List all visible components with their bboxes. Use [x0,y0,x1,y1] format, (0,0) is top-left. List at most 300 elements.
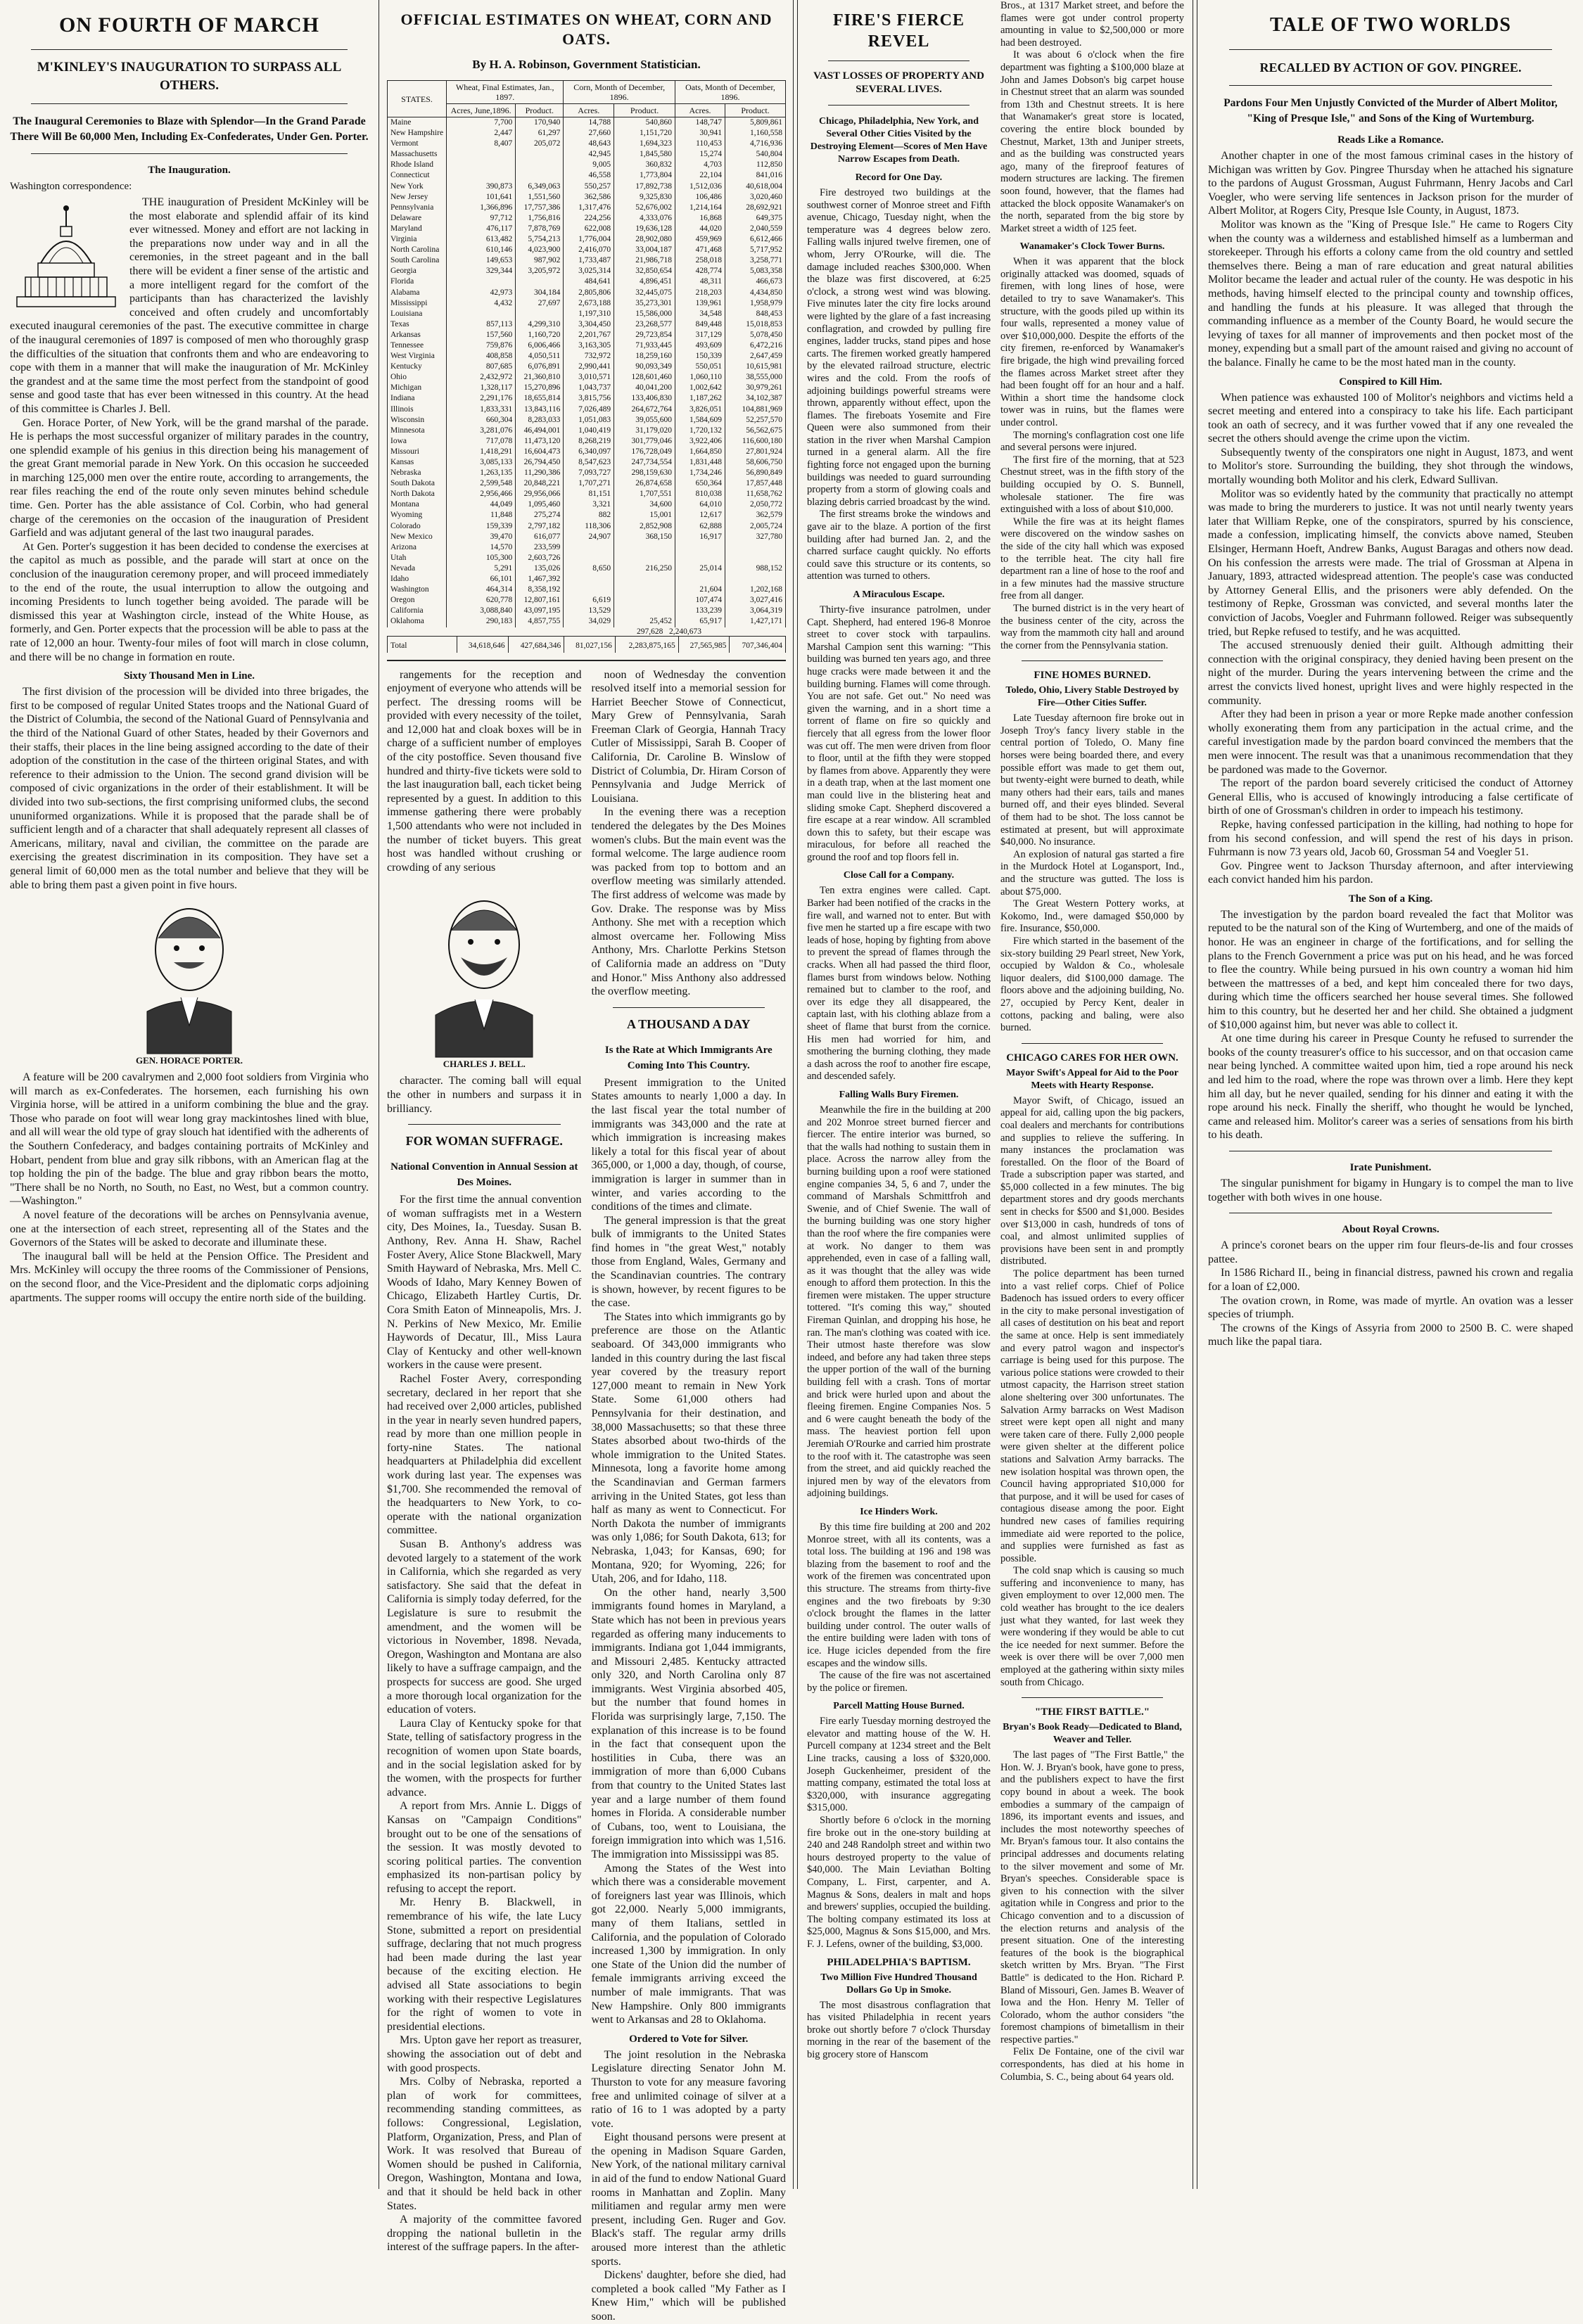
table-cell: 466,673 [725,276,786,287]
table-cell: 9,325,830 [614,192,675,203]
table-cell [516,276,564,287]
table-cell: 3,258,771 [725,255,786,266]
table-cell: 65,917 [675,616,725,627]
table-cell: 317,129 [675,330,725,340]
divider [613,1007,765,1008]
state-name-cell: Nevada [388,563,447,574]
article-paragraph: Late Tuesday afternoon fire broke out in Joseph Troy's fancy livery stable in the central portion of Toledo, O. Many fine horses were being boarded there, and every possible effort was made to get them out, but twenty-eight were burned to death, while many others had their ears, tails and manes burned off, and their eyes blinded. Several of them had to be shot. The loss cannot be estimated at present, but will approximate $40,000. No insurance. [1000,713,1184,848]
article-paragraph: Mrs. Upton gave her report as treasurer, showing the association out of debt and with good prospects. [387,2034,582,2074]
table-subheader: Acres. [564,104,614,117]
table-cell: 19,636,128 [614,224,675,234]
state-name-cell: North Carolina [388,245,447,255]
table-cell: 15,274 [675,149,725,160]
table-cell: 6,349,063 [516,181,564,192]
table-cell: 882 [564,510,614,521]
article-paragraph: The inaugural ball will be held at the Pension Office. The President and Mrs. McKinley will occupy the three rooms of the Commissioner of Pensions, on the second floor, and the Vice-President and the diplomatic corps adjoining apartments. The supper rooms will occupy the entire north side of the building. [10,1250,369,1304]
table-cell: 9,005 [564,160,614,170]
table-cell: 2,432,972 [447,372,516,383]
table-row [388,192,786,203]
table-cell: 48,643 [564,139,614,149]
table-cell: 157,560 [447,330,516,340]
state-name-cell: Missouri [388,447,447,457]
table-cell: 649,375 [725,213,786,224]
headline-tale-of-two-worlds: TALE OF TWO WORLDS [1270,14,1511,36]
table-cell: 118,306 [564,521,614,532]
table-cell [725,574,786,585]
table-cell: 52,257,570 [725,415,786,426]
table-cell: 15,018,853 [725,319,786,330]
table-cell: 25,452 [614,616,675,627]
article-paragraph: It was about 6 o'clock when the fire department was fighting a $100,000 blaze at John and James Dobson's big carpet house in Chestnut street that an alarm was sounded from 13th and Chestnut streets. It is here that Wanamaker's great store is located, covering the entire block bounded by Chestnut, Market, 13th and Juniper streets, and as the building was constructed years ago, many of the fireproof features of modern structures are lacking. The firemen soon found, however, that the flames had attacked the block opposite Wanamaker's on the north, separated from the big store by Market street a width of 125 feet. [1000,49,1184,234]
table-cell: 46,558 [564,170,614,181]
article-paragraph: Gen. Horace Porter, of New York, will be the grand marshal of the parade. He is perhaps the most successful organizer of military parades in the country, one splendid example of his genius in this direction being his management of the great Grant memorial parade in New York. On this occasion he succeeded in marching 125,000 men over the entire route, according to arrangements, the rear files reaching the end of the route only seven minutes behind schedule time. Gen. Porter has the able assistance of Col. Corbin, who had general charge of the ceremonies on the occasion of the inauguration of President Garfield and was adjutant general of the last two inaugural parades. [10,416,369,540]
deck-fire: VAST LOSSES OF PROPERTY AND SEVERAL LIVES. [813,70,984,95]
table-row [388,330,786,340]
table-cell: 26,794,450 [516,457,564,468]
article-paragraph: After they had been in prison a year or more Repke made another confession wholly exonerating them from any participation in the actual crime, and the careful investigation made by the pardon board convinced the members that the men were innocent. The result was that a unanimous recommendation that they be pardoned was made to the Governor. [1208,708,1573,776]
state-name-cell: West Virginia [388,351,447,362]
table-cell: 34,600 [614,499,675,510]
table-cell [447,149,516,160]
table-row [388,117,786,129]
table-cell: 5,717,952 [725,245,786,255]
table-cell: 38,555,000 [725,372,786,383]
table-cell: 104,881,969 [725,404,786,415]
deck-thousand-a-day: Is the Rate at Which Immigrants Are Coming Into This Country. [604,1044,773,1071]
table-cell: 16,917 [675,532,725,542]
state-name-cell: Wisconsin [388,415,447,426]
table-cell: 133,239 [675,606,725,616]
table-cell: 18,259,160 [614,351,675,362]
article-paragraph: The most disastrous conflagration that has visited Philadelphia in recent years broke out shortly before 7 o'clock Thursday morning in the rear of the basement of the big grocery store of Hanscom [807,1999,991,2060]
table-cell: 40,041,200 [614,383,675,393]
table-cell: 988,152 [725,563,786,574]
column-two-worlds [1198,0,1583,2189]
table-cell: 1,160,720 [516,330,564,340]
table-row [388,393,786,404]
table-row [388,383,786,393]
table-cell: 25,014 [675,563,725,574]
table-cell: 11,473,120 [516,436,564,447]
table-cell: 64,010 [675,499,725,510]
table-cell: 1,366,896 [447,203,516,213]
table-cell: 43,097,195 [516,606,564,616]
table-cell: 2,201,767 [564,330,614,340]
state-name-cell: Indiana [388,393,447,404]
table-row [388,457,786,468]
table-row [388,553,786,563]
table-row [388,149,786,160]
state-name-cell: Iowa [388,436,447,447]
column-fire [799,0,1193,2189]
table-cell: 1,197,310 [564,309,614,319]
subhead-inauguration: The Inauguration. [148,165,231,176]
article-paragraph: The burned district is in the very heart of the business center of the city, across the way from the mammoth city hall and around the corner from the Pennsylvania station. [1000,602,1184,651]
table-cell: 5,078,450 [725,330,786,340]
article-paragraph: The first fire of the morning, that at 523 Chestnut street, was in the fifth story of the building occupied by O. S. Bunnell, wholesale stationer. The fire was extinguished with a loss of about $10,000. [1000,454,1184,516]
table-cell: 258,018 [675,255,725,266]
deck-two-worlds: RECALLED BY ACTION OF GOV. PINGREE. [1259,60,1522,75]
table-cell: 32,850,654 [614,266,675,276]
table-cell: 2,599,548 [447,478,516,489]
table-subheader: Product. [516,104,564,117]
subhead: Falling Walls Bury Firemen. [839,1089,959,1100]
table-cell: 34,618,646 [457,636,509,653]
table-cell: 540,860 [614,117,675,129]
article-paragraph: Thirty-five insurance patrolmen, under Capt. Shepherd, had entered 196-8 Monroe street to cover stock with tarpaulins. Marshal Campion sent this warning: "This building was burned ten years ago, and three huge cracks were made between it and the building burning. Flames will come through. You are not safe. Get out." No need was given the warning, and in a short time a torrent of flame on fire so quickly and fiercely that all egress from the lower floor was cut off. The men were driven from floor to floor, until at the fifth they were stopped by flames from above. Apparently they were in a death trap, when at the last moment one man could live in the blistering heat and sliding smoke Capt. Shepherd discovered a fire escape at a rear window. All scrambled down this to safety, but their escape was miraculous, for before all reached the ground the roof and top floors fell in. [807,604,991,863]
divider [387,660,786,661]
state-name-cell: Oregon [388,595,447,606]
table-cell: 112,850 [725,160,786,170]
table-cell: 848,453 [725,309,786,319]
state-name-cell: Ohio [388,372,447,383]
table-cell: 13,529 [564,606,614,616]
subhead: Record for One Day. [855,172,943,183]
table-row [388,340,786,351]
table-row [388,372,786,383]
article-paragraph: An explosion of natural gas started a fire in the Murdock Hotel at Logansport, Ind., and the structure was gutted. The loss is about $75,000. [1000,848,1184,898]
table-cell: 616,077 [516,532,564,542]
table-cell: 90,093,349 [614,362,675,372]
article-paragraph: The morning's conflagration cost one life and several persons were injured. [1000,429,1184,454]
table-cell: 610,146 [447,245,516,255]
table-cell: 807,685 [447,362,516,372]
state-name-cell: Illinois [388,404,447,415]
table-cell [614,542,675,553]
table-cell: 471,468 [675,245,725,255]
table-cell: 21,604 [675,585,725,595]
table-cell: 27,801,924 [725,447,786,457]
table-cell: 1,845,580 [614,149,675,160]
table-row [388,362,786,372]
table-cell: 1,833,331 [447,404,516,415]
article-paragraph: The States into which immigrants go by preference are those on the Atlantic seaboard. Of 343,000 immigrants who landed in this country during the last fiscal year covered by the treasury report 127,000 meant to remain in New York State. Some 61,000 others had Pennsylvania for their destination, and 38,000 Massachusetts; so that these three States absorbed about two-thirds of the whole immigration to the United States. Minnesota, long a favorite home among the Scandinavian and German farmers arriving in the United States, got less than half as many as went to Connecticut. For North Dakota the number of immigrants was only 1,086; for South Dakota, 613; for Nebraska, 1,043; for Kansas, 690; for Montana, 920; for Wyoming, 226; for Utah, 206, and for Idaho, 118. [591,1310,786,1585]
table-row [388,563,786,574]
table-cell: 29,956,066 [516,489,564,499]
table-row [388,203,786,213]
table-cell: 2,805,806 [564,288,614,298]
estimates-subcolumns [387,668,786,2324]
table-row [388,181,786,192]
state-name-cell: Rhode Island [388,160,447,170]
state-name-cell: South Carolina [388,255,447,266]
state-name-cell: New York [388,181,447,192]
table-cell: 3,010,571 [564,372,614,383]
article-paragraph: The Great Western Pottery works, at Kokomo, Ind., were damaged $50,000 by fire. Insurance, $50,000. [1000,898,1184,935]
column-rule [797,0,798,2189]
table-cell: 3,281,076 [447,426,516,436]
state-name-cell: Washington [388,585,447,595]
table-cell: 28,902,080 [614,234,675,245]
table-cell: 2,040,559 [725,224,786,234]
table-cell: 1,151,720 [614,128,675,139]
table-cell: 32,445,075 [614,288,675,298]
article-paragraph: Another chapter in one of the most famous criminal cases in the history of Michigan was written by Gov. Pingree Thursday when he attached his signature to the pardons of August Grossman, August Fuhrmann, Henry Jacobs and Carl Voegler, who were serving life sentences in Jackson prison for the murder of Albert Molitor, at Rogers City, Presque Isle County, in August, 1873. [1208,150,1573,217]
table-row [388,404,786,415]
subhead: The Son of a King. [1348,893,1433,905]
table-cell: 233,599 [516,542,564,553]
table-cell: 21,986,718 [614,255,675,266]
dateline: Washington correspondence: [10,181,132,192]
table-cell: 3,020,460 [725,192,786,203]
table-cell: 52,676,002 [614,203,675,213]
deck-inauguration: M'KINLEY'S INAUGURATION TO SURPASS ALL OTHERS. [37,60,342,93]
table-row [388,276,786,287]
table-cell: 66,101 [447,574,516,585]
table-cell: 717,078 [447,436,516,447]
table-cell: 2,050,772 [725,499,786,510]
table-row [388,468,786,478]
table-cell: 459,969 [675,234,725,245]
table-cell: 205,072 [516,139,564,149]
extra-corn-products [387,627,786,636]
article-paragraph: The general impression is that the great bulk of immigrants to the United States find homes in "the great West," notably those from England, Wales, Germany and the Scandinavian countries. The contrary is shown, however, by recent figures to be the case. [591,1214,786,1310]
table-cell: 4,896,451 [614,276,675,287]
table-cell: 857,113 [447,319,516,330]
table-cell: 1,187,262 [675,393,725,404]
subhead: Wanamaker's Clock Tower Burns. [1019,241,1165,253]
state-name-cell: Texas [388,319,447,330]
article-paragraph: When patience was exhausted 100 of Molitor's neighbors and victims held a secret meeting and entered into a conspiracy to take his life. Each participant took an oath of secrecy, and it was further vowed that if any one revealed the secret the others should avenge the crime upon the victim. [1208,391,1573,445]
article-paragraph: The first division of the procession will be divided into three brigades, the first to be composed of regular United States troops and the National Guard of the District of Columbia, the second of the National Guard of Pennsylvania and the third of the National Guard of other States, headed by their Governors and their staffs, their places in the line being assigned according to the date of their adoption of the constitution in the case of the thirteen original States, and with reference to their admission to the Union. The second grand division will be composed of civic organizations in the order of their establishment. It will be divided into two sub-sections, the first comprising uniformed clubs, the second ununiformed organizations. While it is proposed that the parade shall be of sufficient length and of a character that shall adequately represent all classes of Americans, military, naval and civilian, the committee on the parade are exercising the greatest discrimination in its composition. They have set a general limit of 60,000 men as the total number and believe that they will be able to bring them past a given point in five hours. [10,686,369,891]
table-cell: 6,472,216 [725,340,786,351]
table-cell: 1,551,560 [516,192,564,203]
divider [1229,85,1552,86]
table-cell: 8,283,033 [516,415,564,426]
table-cell: 110,453 [675,139,725,149]
table-cell [675,542,725,553]
table-cell: 12,807,161 [516,595,564,606]
table-cell: 34,029 [564,616,614,627]
article-paragraph: Fire early Tuesday morning destroyed the elevator and matting house of the W. H. Purcell company at 1234 street and the Belt Line tracks, causing a loss of $320,000. Joseph Guckenheimer, president of the matting company, estimated the total loss at $320,000, with insurance aggregating $315,000. [807,1716,991,1814]
deck-first-battle: Bryan's Book Ready—Dedicated to Bland, Weaver and Teller. [1003,1722,1182,1746]
table-cell: 62,888 [675,521,725,532]
article-paragraph: While the fire was at its height flames were discovered on the window sashes on the side of the city hall which was exposed to the terrible heat. The city hall fire department ran a line of hose to the roof and in a few minutes had the massive structure free from all danger. [1000,516,1184,602]
subhead: About Royal Crowns. [1342,1224,1439,1236]
table-cell: 22,104 [675,170,725,181]
table-cell: 15,001 [614,510,675,521]
table-cell: 8,547,623 [564,457,614,468]
table-cell: 46,494,001 [516,426,564,436]
table-cell: 4,333,076 [614,213,675,224]
table-cell: 101,641 [447,192,516,203]
table-row [388,139,786,149]
table-row [388,160,786,170]
table-cell: 30,941 [675,128,725,139]
state-name-cell: Minnesota [388,426,447,436]
table-cell: 116,600,180 [725,436,786,447]
table-cell: 264,672,764 [614,404,675,415]
fire-subcolumn-right [1000,0,1184,2189]
table-row [388,234,786,245]
table-subheader: Acres. [675,104,725,117]
table-cell: 360,832 [614,160,675,170]
table-cell: 48,311 [675,276,725,287]
article-paragraph: rangements for the reception and enjoyment of everyone who attends will be perfect. The dressing rooms will be provided with every necessity of the toilet, and 12,000 hat and cloak boxes will be in charge of a sufficient number of employes of the city postoffice. Seven thousand five hundred and thirty-five tickets were sold to the last inauguration ball, each ticket being represented by a guest. In addition to this immense gathering there were probably 1,500 attendants who were not included in the number of ticket buyers. This great host was handled without crushing or crowding of any serious [387,668,582,874]
table-cell: 1,002,642 [675,383,725,393]
table-cell: 7,093,727 [564,468,614,478]
table-cell: 148,747 [675,117,725,129]
state-name-cell: Kansas [388,457,447,468]
table-row [388,245,786,255]
table-cell: 1,584,609 [675,415,725,426]
table-cell: 1,707,271 [564,478,614,489]
table-cell: 304,184 [516,288,564,298]
table-cell: 6,076,891 [516,362,564,372]
table-cell [614,553,675,563]
headline-philadelphia: PHILADELPHIA'S BAPTISM. [827,1956,971,1968]
deck-philadelphia: Two Million Five Hundred Thousand Dollars Go Up in Smoke. [820,1972,977,1996]
table-header: Oats, Month of December, 1896. [675,81,785,104]
table-cell: 849,448 [675,319,725,330]
table-cell: 17,892,738 [614,181,675,192]
table-cell: 362,579 [725,510,786,521]
table-cell: 56,562,675 [725,426,786,436]
table-cell: 11,848 [447,510,516,521]
table-cell: 133,406,830 [614,393,675,404]
state-name-cell: Connecticut [388,170,447,181]
table-cell [447,160,516,170]
article-paragraph: Eight thousand persons were present at the opening in Madison Square Garden, New York, of the national military carnival in aid of the fund to endow National Guard rooms in Manhattan and Zoplin. Many militiamen and regular army men were present, including Gen. Ruger and Gov. Black's staff. The regular army drills aroused more interest than the athletic sports. [591,2131,786,2268]
table-row [388,606,786,616]
table-cell: 27,660 [564,128,614,139]
table-cell: 30,979,261 [725,383,786,393]
table-cell: 2,416,070 [564,245,614,255]
headline-fine-homes-burned: FINE HOMES BURNED. [1034,670,1151,682]
table-cell: 3,085,133 [447,457,516,468]
state-name-cell: Tennessee [388,340,447,351]
table-cell [614,574,675,585]
article-paragraph: The singular punishment for bigamy in Hungary is to compel the man to live together with both wives in one house. [1208,1177,1573,1204]
article-paragraph: By this time fire building at 200 and 202 Monroe street, with all its contents, was a total loss. The building at 196 and 198 was blazing from the basement to roof and the work of the firemen was concentrated upon this structure. The streams from thirty-five engines and the two fireboats by 9:30 o'clock brought the flames in the latter building under control. The outer walls of the entire building were laden with tons of ice. Huge icicles depended from the fire escapes and the window sills. [807,1521,991,1669]
state-name-cell: Alabama [388,288,447,298]
table-row [388,255,786,266]
article-paragraph: The first streams broke the windows and gave air to the blaze. A portion of the first building after had burned Jan. 2, and the charred surface caught quickly. No efforts could save this structure or its contents, so attention was turned to others. [807,509,991,582]
headline-thousand-a-day: A THOUSAND A DAY [626,1016,751,1031]
article-paragraph: Present immigration to the United States amounts to nearly 1,000 a day. In the last fiscal year the total number of immigrants was 343,000 and the rate at which immigration is increasing makes likely a total for this fiscal year of about 365,000, or 1,000 a day, though, of course, immigration is larger in summer than in winter, and varies according to the conditions of the times and climate. [591,1076,786,1213]
table-cell: 35,273,301 [614,298,675,309]
table-cell [564,553,614,563]
subhead: Conspired to Kill Him. [1339,376,1442,388]
table-cell [516,160,564,170]
table-cell: 26,874,658 [614,478,675,489]
headline-official-estimates: OFFICIAL ESTIMATES ON WHEAT, CORN AND OATS. [400,11,773,48]
headline-woman-suffrage: FOR WOMAN SUFFRAGE. [405,1134,563,1149]
table-cell: 8,358,192 [516,585,564,595]
table-row [388,266,786,276]
divider [1022,1697,1163,1698]
grain-total-row [387,636,786,653]
table-cell [447,309,516,319]
article-paragraph: At one time during his career in Presque County he refused to surrender the books of the county treasurer's office to his successor, and on that occasion came near being lynched. A committee waited upon him, tied a rope around his neck and led him to the road, where the rope was thrown over a limb. Here they kept him all day, but he never quailed, sending for his dinner and eating it with the rope around his neck. Finally the sheriff, who thought he would be lynched, came and released him. Molitor's career was a series of sensations from his birth to his death. [1208,1033,1573,1142]
article-paragraph: Bros., at 1317 Market street, and before the flames were got under control property amounting in value to $2,500,000 or more had been destroyed. [1000,0,1184,49]
table-cell: 329,344 [447,266,516,276]
table-cell: 613,482 [447,234,516,245]
table-cell: 24,907 [564,532,614,542]
table-cell: 40,618,004 [725,181,786,192]
table-cell: 105,300 [447,553,516,563]
subhead: Close Call for a Company. [843,870,955,881]
table-cell: 427,684,346 [508,636,564,653]
table-cell: 4,432 [447,298,516,309]
table-cell: 14,788 [564,117,614,129]
table-cell: 2,283,875,165 [615,636,678,653]
table-row [388,170,786,181]
table-cell: 2,990,441 [564,362,614,372]
deck-woman-suffrage: National Convention in Annual Session at Des Moines. [390,1161,578,1189]
subhead: A Miraculous Escape. [853,589,945,600]
article-paragraph: Repke, having confessed participation in the killing, had nothing to hope for from his second confession, and will spend the rest of his days in prison. Fuhrmann is now 73 years old, Jacob 60, Grossman 54 and Voegler 51. [1208,818,1573,859]
state-name-cell: Vermont [388,139,447,149]
table-row [388,510,786,521]
table-row [388,224,786,234]
table-cell: 17,857,448 [725,478,786,489]
table-cell: 540,804 [725,149,786,160]
article-paragraph: Subsequently twenty of the conspirators one night in August, 1873, and went to Molitor's store. Surrounding the building, they shot through the windows, mortally wounding both Molitor and his clerk, Edward Sullivan. [1208,446,1573,487]
table-row [388,288,786,298]
article-paragraph: The report of the pardon board severely criticised the conduct of Attorney General Ellis, who is accused of knowingly introducing a false certificate of birth of one of Grossman's children in order to impeach his testimony. [1208,777,1573,817]
table-cell: 6,619 [564,595,614,606]
table-cell: 7,878,769 [516,224,564,234]
table-cell: 3,027,416 [725,595,786,606]
article-paragraph: Mrs. Colby of Nebraska, reported a plan of work for committees, recommending standing committees, as follows: Congressional, Legislation, Platform, Organization, Press, and Plan of Work. It was resolved that Bureau of Women should be pushed in California, Oregon, Washington, Montana and Iowa, and that it should be held back in other States. [387,2076,582,2212]
state-name-cell: Kentucky [388,362,447,372]
table-cell: 2,797,182 [516,521,564,532]
table-cell: 23,268,577 [614,319,675,330]
column-estimates [380,0,793,2323]
caption-porter: GEN. HORACE PORTER. [136,1055,243,1066]
subhead: Ice Hinders Work. [860,1506,938,1517]
table-subheader: Acres, June,1896. [447,104,516,117]
table-cell: 5,754,213 [516,234,564,245]
article-paragraph: character. The coming ball will equal the other in numbers and surpass it in brilliancy. [387,1075,582,1115]
article-paragraph: A prince's coronet bears on the upper rim four fleurs-de-lis and four crosses pattee. [1208,1239,1573,1265]
table-cell: 650,364 [675,478,725,489]
table-row [388,489,786,499]
article-paragraph: THE inauguration of President McKinley will be the most elaborate and splendid affair of its kind ever witnessed. Money and effort are not lacking in the preparations now under way and in all the ceremonies, in the street pageant and in the ball there will be evident a finer sense of the artistic and a more intelligent regard for the comfort of the participants than has characterized the lavishly conceived and often crudely and uncomfortably executed inaugural ceremonies of the past. The executive committee in charge of the inaugural ceremonies of 1897 is composed of men who thoroughly grasp the difficulties of the situation that confronts them and who are endeavoring to cope with them in a manner that will make the inauguration of Mr. McKinley the grandest and at the same time the most perfect from the standpoint of good sense and good taste that has ever been witnessed in this country. At the head of this committee is Charles J. Bell. [10,196,369,415]
table-cell: 1,040,419 [564,426,614,436]
table-cell: 29,723,854 [614,330,675,340]
subcolumn-left [387,668,582,2324]
table-row [388,616,786,627]
article-paragraph: Rachel Foster Avery, corresponding secretary, declared in her report that she had received over 2,000 articles, published in the year in nearly seven hundred papers, read by more than one million people in forty-nine States. The national headquarters at Philadelphia did excellent work during last year. The expenses was $1,700. She recommended the removal of the headquarters to New York, to co-operate with the national organization committee. [387,1372,582,1537]
table-header: Wheat, Final Estimates, Jan., 1897. [447,81,564,104]
table-cell: 4,857,755 [516,616,564,627]
headline-fires-fierce-revel: FIRE'S FIERCE REVEL [832,11,965,51]
table-cell: 6,612,466 [725,234,786,245]
table-cell: 4,050,511 [516,351,564,362]
table-cell: 39,470 [447,532,516,542]
divider [31,153,348,154]
table-cell: 1,328,117 [447,383,516,393]
table-cell: 622,008 [564,224,614,234]
table-cell: 7,700 [447,117,516,129]
state-name-cell: Delaware [388,213,447,224]
state-name-cell: New Hampshire [388,128,447,139]
table-cell: 493,609 [675,340,725,351]
portrait-horace-porter [119,892,260,1054]
table-cell: 7,026,489 [564,404,614,415]
table-row [388,585,786,595]
article-paragraph: Molitor was so evidently hated by the community that practically no attempt was made to bring the murderers to justice. It was not until nearly twenty years later that William Repke, one of the conspirators, spurred by his conscience, made a confession, implicating himself, the convicts above named, Steuben Elsinger, Hermann Hoeft, Andrew Banks, August Baragas and others now dead. On his confession the arrests were made. The trial of Grossman at Alpena in January, 1893, attracted widespread attention. The people's case was conducted by Attorney General Ellis, and the prisoners were ably defended. On the testimony of Repke, Grossman was convicted, and several months later the conviction of Jacobs, Voegler and Fuhrmann followed. Reiger was subsequently tried, but Repke refused to testify, and he was acquitted. [1208,487,1573,638]
divider [1022,660,1163,661]
article-paragraph: At Gen. Porter's suggestion it has been decided to condense the exercises at the capitol as much as possible, and the parade will start at once on the conclusion of the inauguration ceremony proper, and will proceed immediately to the end of the route, the usual interruption to allow the outgoing and incoming Presidents to lunch together being avoided. The parade will be dismissed this year at Washington circle, instead of the White House, as formerly, and Gen. Porter expects that the procession will be able to pass at the rate of 12,000 an hour. Twenty-four miles of foot will march in close column, and there will be no change in formation en route. [10,540,369,663]
state-name-cell: Utah [388,553,447,563]
state-name-cell: New Mexico [388,532,447,542]
table-row [388,351,786,362]
divider [828,60,969,61]
table-subheader: Product. [725,104,786,117]
